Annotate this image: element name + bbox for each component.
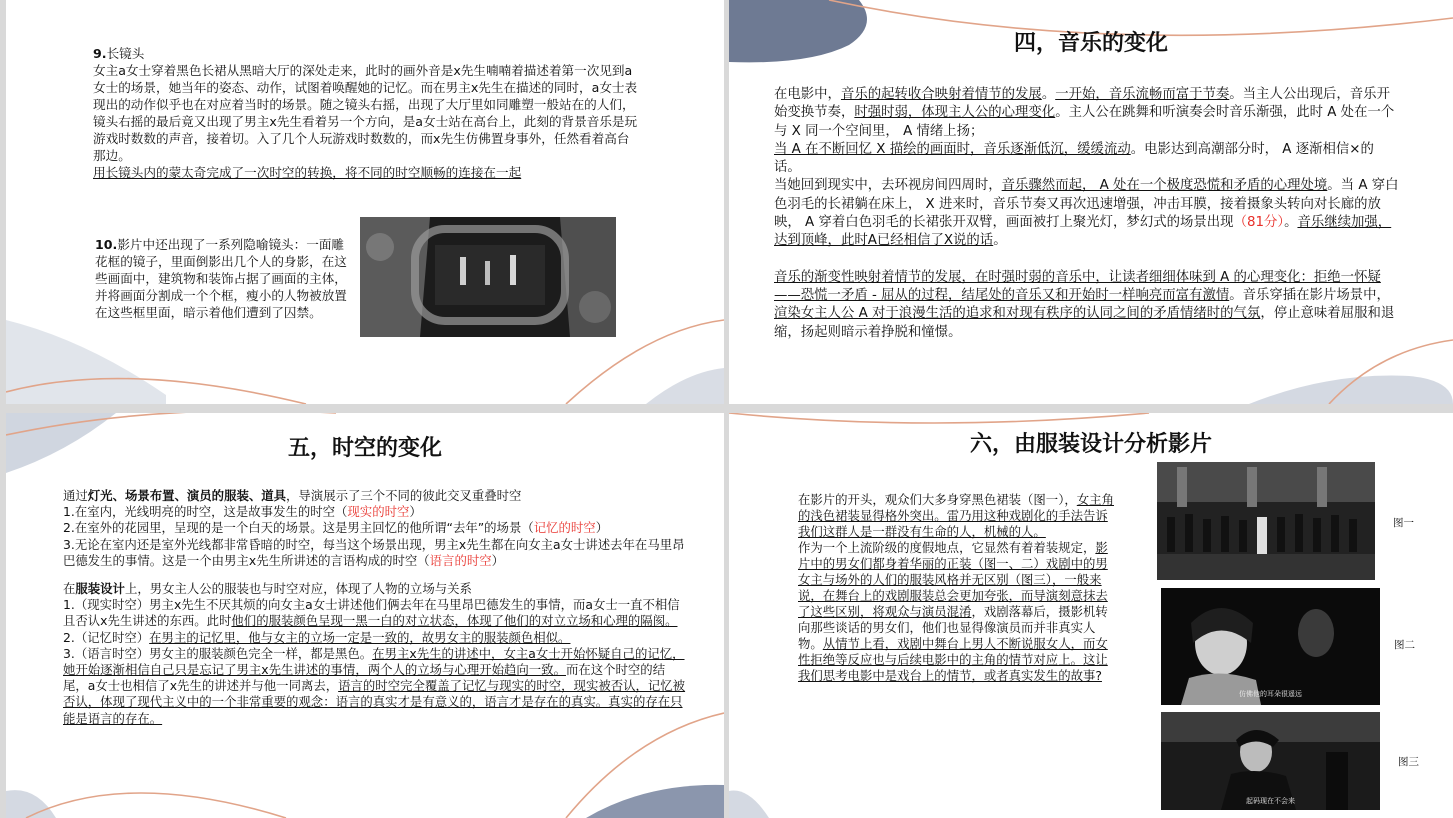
figure-2-subtitle: 仿佛他的耳朵很遥远 bbox=[1239, 690, 1302, 698]
slide-time-space bbox=[6, 413, 724, 818]
figure-3-label: 图三 bbox=[1398, 756, 1419, 768]
music-paragraph-4: 音乐的渐变性映射着情节的发展，在时强时弱的音乐中，让读者细细体味到 A 的心理变化：拒绝一怀疑——恐慌一矛盾 - 屈从的过程，结尾处的音乐又和开始时一样响亮而富有激情。音乐穿插在影片场景中，渲染女主人公 A 对于浪漫生活的追求和对现有秩序的认同之间的矛盾情绪时的气氛，停止意味着屈服和退缩，扬起则暗示着挣脱和憧憬。 bbox=[774, 269, 1395, 340]
list-item-language-time: 3.无论在室内还是室外光线都非常昏暗的时空，每当这个场景出现，男主x先生都在向女主a女士讲述去年在马里昂巴德发生的事情。这是一个由男主x先生所讲述的言语构成的时空（语言的时空） bbox=[63, 536, 685, 568]
figure-3-subtitle: 起码现在不会来 bbox=[1246, 797, 1295, 805]
intro-line: 通过灯光、场景布置、演员的服装、道具，导演展示了三个不同的彼此交叉重叠时空 bbox=[63, 488, 522, 503]
slide-long-take bbox=[6, 0, 724, 404]
page-title: 六，由服装设计分析影片 bbox=[969, 432, 1212, 457]
figure-2-label: 图二 bbox=[1394, 639, 1415, 651]
section-9-body: 女主a女士穿着黑色长裙从黑暗大厅的深处走来，此时的画外音是x先生喃喃着描述着第一次见到a女士的场景，她当年的姿态、动作，试图着唤醒她的记忆。而在男主x先生在描述的同时，a女士表现出的动作似乎也在对应着当时的场景。随之镜头右摇，出现了大厅里如同雕塑一般站在的人们，镜头右摇的最后竟又出现了男主x先生看着另一个方向，是a女士站在高台上，此刻的背景音乐是玩游戏时数数的声音，接着切。入了几个人玩游戏时数数的，而x先生仿佛置身事外，任然看着高台那边。 bbox=[93, 63, 638, 163]
costume-body bbox=[798, 492, 1120, 684]
costume-item-3: 3.（语言时空）男女主的服装颜色完全一样，都是黑色。在男主x先生的讲述中，女主a女士开始怀疑自己的记忆，她开始逐渐相信自己只是忘记了男主x先生讲述的事情，两个人的立场与心理开始趋向一致。而在这个时空的结尾，a女士也相信了x先生的讲述并与他一同离去，语言的时空完全覆盖了记忆与现实的时空，现实被否认，记忆被否认，体现了现代主义中的一个非常重要的观念：语言的真实才是有意义的，语言才是存在的真实。真实的存在只能是语言的存在。 bbox=[63, 645, 686, 726]
costume-paragraph-2: 作为一个上流阶级的度假地点，它显然有着着装规定，影片中的男女们都身着华丽的正装（图一、二）戏剧中的男女主与场外的人们的服装风格并无区别（图三），一般来说，在舞台上的戏剧服装总会更加夸张，而导演刻意抹去了这些区别，将观众与演员混淆，戏剧落幕后，摄影机转向那些谈话的男女们，他们也显得像演员而并非真实人物。从情节上看，戏剧中舞台上男人不断说服女人，而女性拒绝等反应也与后续电影中的主角的情节对应上。这让我们思考电影中是戏台上的情节，或者真实发生的故事? bbox=[798, 540, 1108, 683]
list-item-memory-time: 2.在室外的花园里，呈现的是一个白天的场景。这是男主回忆的他所谓“去年”的场景（记忆的时空） bbox=[63, 520, 609, 536]
figure-3-image bbox=[1161, 712, 1380, 810]
costume-paragraph-1: 在影片的开头，观众们大多身穿黑色裙装（图一），女主角的浅色裙装显得格外突出。雷乃用这种戏剧化的手法告诉我们这群人是一群没有生命的人，机械的人。 bbox=[798, 492, 1114, 539]
slide-costume-analysis bbox=[729, 413, 1453, 818]
section-9-title: 长镜头 bbox=[106, 46, 145, 61]
list-item-real-time: 1.在室内，光线明亮的时空，这是故事发生的时空（现实的时空） bbox=[63, 504, 422, 520]
section-9-conclusion: 用长镜头内的蒙太奇完成了一次时空的转换，将不同的时空顺畅的连接在一起 bbox=[93, 165, 522, 180]
music-paragraph-2: 当 A 在不断回忆 X 描绘的画面时，音乐逐渐低沉，缓缓流动。电影达到高潮部分时， A 逐渐相信×的话。 bbox=[774, 141, 1374, 176]
page-title: 四，音乐的变化 bbox=[1013, 31, 1168, 56]
costume-item-1: 1.（现实时空）男主x先生不厌其烦的向女主a女士讲述他们俩去年在马里昂巴德发生的事情，而a女士一直不相信且否认x先生讲述的东西。此时他们的服装颜色呈现一黑一白的对立状态，体现了他们的对立立场和心理的隔阂。 bbox=[63, 597, 680, 629]
section-9-number: 9. bbox=[93, 46, 107, 61]
music-paragraph-3: 当她回到现实中，去环视房间四周时，音乐骤然而起， A 处在一个极度恐慌和矛盾的心理处境。当 A 穿白色羽毛的长裙躺在床上， X 进来时，音乐节奏又再次迅速增强，冲击耳膜，接着摄象头转向对长廊的放映， A 穿着白色羽毛的长裙张开双臂，画面被打上聚光灯，梦幻式的场景出现（81分）。音乐继续加强，达到顶峰，此时A已经相信了X说的话。 bbox=[774, 178, 1399, 249]
section-10 bbox=[95, 236, 355, 321]
mirror-still-image bbox=[360, 217, 616, 337]
music-body bbox=[774, 86, 1399, 342]
figure-1-image bbox=[1157, 462, 1375, 580]
costume-item-2: 2.（记忆时空）在男主的记忆里，他与女主的立场一定是一致的，故男女主的服装颜色相似。 bbox=[63, 629, 571, 645]
section-10-body: 影片中还出现了一系列隐喻镜头：一面雕花框的镜子，里面倒影出几个人的身影，在这些画面中，建筑物和装饰占据了画面的主体，并将画面分割成一个个框，瘦小的人物被放置在这些框里面，暗示着他们遭到了囚禁。 bbox=[95, 237, 347, 320]
costume-intro: 在服装设计上，男女主人公的服装也与时空对应，体现了人物的立场与关系 bbox=[63, 581, 472, 597]
page-title: 五，时空的变化 bbox=[287, 436, 442, 461]
slide-music-changes bbox=[729, 0, 1453, 404]
music-paragraph-1: 在电影中，音乐的起转收合映射着情节的发展。一开始，音乐流畅而富于节奏。当主人公出现后，音乐开始变换节奏，时强时弱，体现主人公的心理变化。主人公在跳舞和听演奏会时音乐渐强，此时 A 处在一个与 X 同一个空间里， A 情绪上扬； bbox=[774, 87, 1395, 139]
section-10-number: 10. bbox=[95, 237, 118, 252]
figure-2-image bbox=[1161, 588, 1380, 705]
figure-1-label: 图一 bbox=[1393, 517, 1414, 529]
time-space-body bbox=[63, 488, 688, 727]
section-9 bbox=[93, 45, 638, 181]
